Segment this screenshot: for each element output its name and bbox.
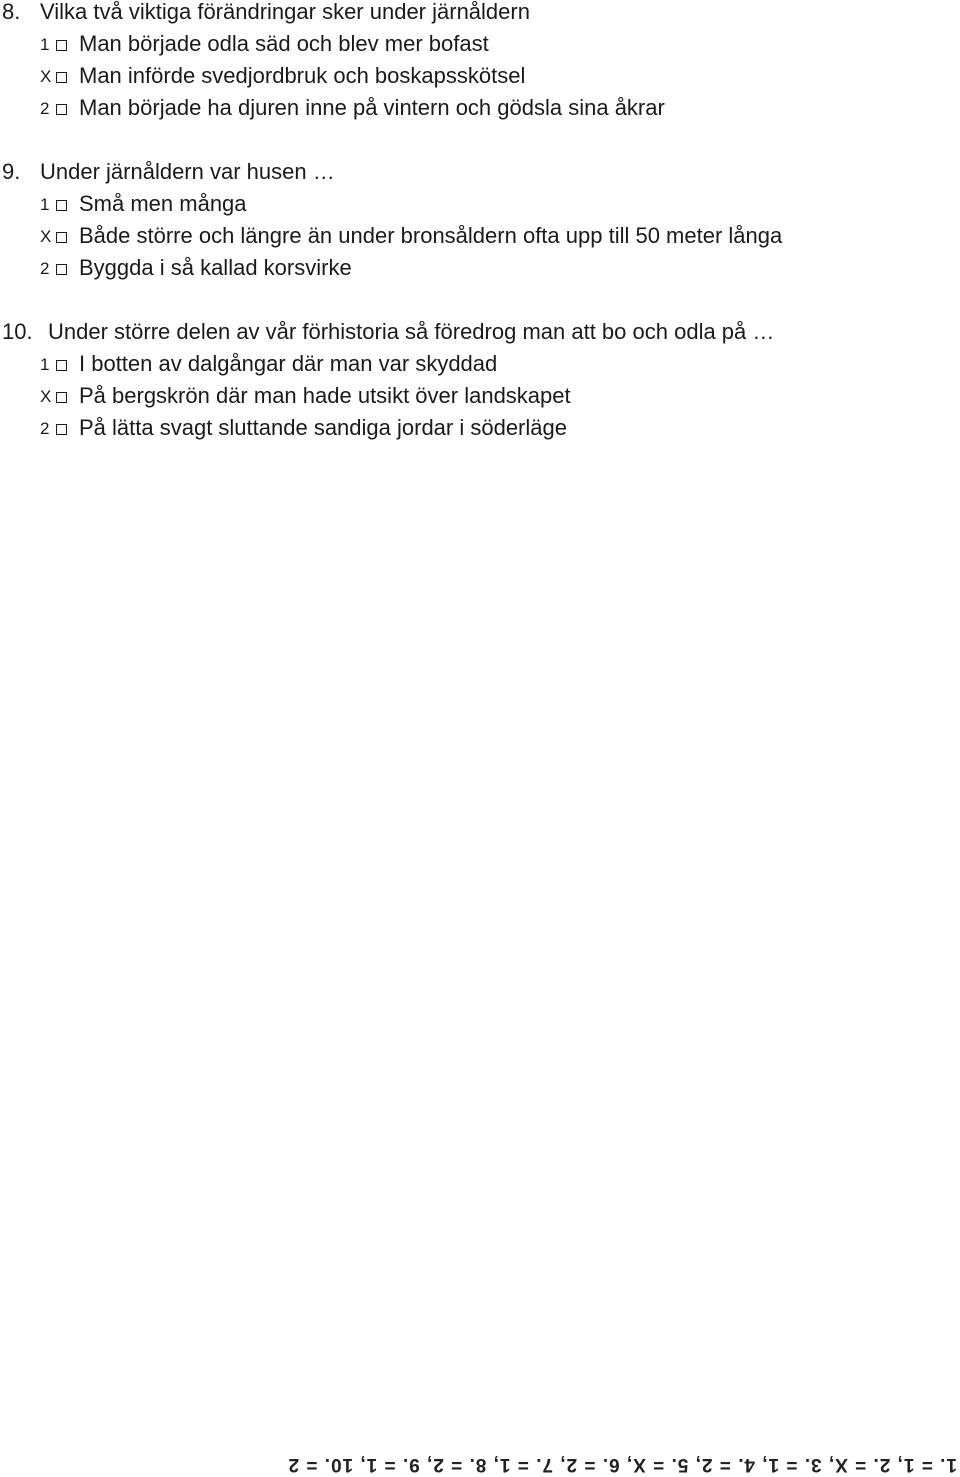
checkbox-icon[interactable] xyxy=(56,40,67,51)
option-x[interactable] xyxy=(0,60,960,92)
checkbox-icon[interactable] xyxy=(56,360,67,371)
option-text: På lätta svagt sluttande sandiga jordar i söderläge xyxy=(79,415,567,440)
question-9 xyxy=(0,156,960,284)
question-number: 8. xyxy=(2,0,21,24)
option-key: 2 xyxy=(40,419,50,438)
checkbox-icon[interactable] xyxy=(56,104,67,115)
checkbox-icon[interactable] xyxy=(56,424,67,435)
option-key: X xyxy=(40,67,52,86)
option-x[interactable] xyxy=(0,380,960,412)
option-key: 2 xyxy=(40,259,50,278)
question-10-heading xyxy=(0,316,960,348)
option-text: Både större och längre än under bronsåldern ofta upp till 50 meter långa xyxy=(79,223,783,248)
question-10 xyxy=(0,316,960,444)
option-key: 1 xyxy=(40,355,50,374)
option-key: X xyxy=(40,227,52,246)
checkbox-icon[interactable] xyxy=(56,392,67,403)
option-2[interactable] xyxy=(0,252,960,284)
option-key: 2 xyxy=(40,99,50,118)
option-2[interactable] xyxy=(0,92,960,124)
question-8-heading xyxy=(0,0,960,28)
checkbox-icon[interactable] xyxy=(56,232,67,243)
option-text: Byggda i så kallad korsvirke xyxy=(79,255,352,280)
option-text: Man började odla säd och blev mer bofast xyxy=(79,31,489,56)
checkbox-icon[interactable] xyxy=(56,72,67,83)
option-key: 1 xyxy=(40,195,50,214)
option-2[interactable] xyxy=(0,412,960,444)
option-x[interactable] xyxy=(0,220,960,252)
option-key: 1 xyxy=(40,35,50,54)
question-9-heading xyxy=(0,156,960,188)
question-text: Vilka två viktiga förändringar sker under järnåldern xyxy=(40,0,530,24)
answer-key-upside-down: 1. = 1, 2. = X, 3. = 1, 4. = 2, 5. = X, 6. = 2, 7. = 1, 8. = 2, 9. = 1, 10. = 2 xyxy=(287,1454,957,1475)
option-text: Man började ha djuren inne på vintern och gödsla sina åkrar xyxy=(79,95,665,120)
question-8 xyxy=(0,0,960,124)
question-number: 10. xyxy=(2,319,33,344)
option-1[interactable] xyxy=(0,188,960,220)
checkbox-icon[interactable] xyxy=(56,200,67,211)
option-text: Små men många xyxy=(79,191,247,216)
option-text: På bergskrön där man hade utsikt över landskapet xyxy=(79,383,571,408)
option-text: I botten av dalgångar där man var skyddad xyxy=(79,351,498,376)
question-text: Under järnåldern var husen … xyxy=(40,159,335,184)
option-1[interactable] xyxy=(0,28,960,60)
option-key: X xyxy=(40,387,52,406)
option-1[interactable] xyxy=(0,348,960,380)
question-number: 9. xyxy=(2,159,21,184)
checkbox-icon[interactable] xyxy=(56,264,67,275)
option-text: Man införde svedjordbruk och boskapsskötsel xyxy=(79,63,526,88)
question-text: Under större delen av vår förhistoria så föredrog man att bo och odla på … xyxy=(48,319,775,344)
